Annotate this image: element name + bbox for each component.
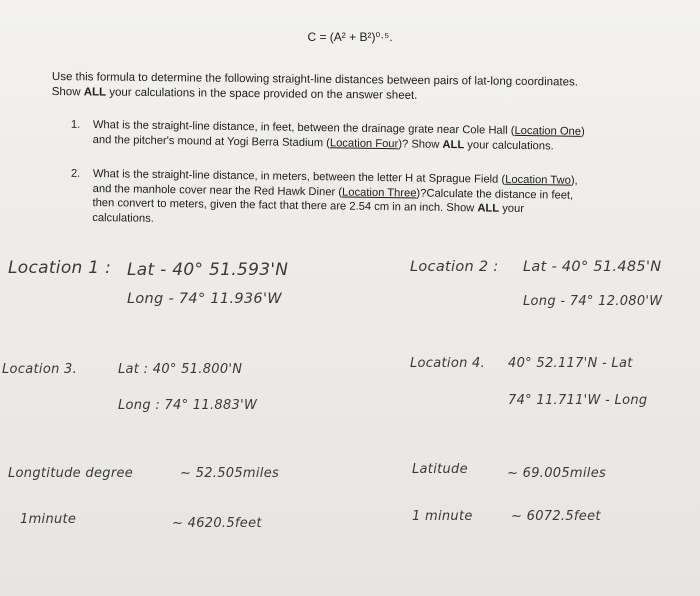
latitude-minute-value: ~ 6072.5feet [511, 509, 601, 524]
question-text: What is the straight-line distance, in feet, between the drainage grate near Cole Hall ( [92, 118, 515, 137]
latitude-minute-label: 1 minute [412, 509, 473, 524]
question-number: 2. [70, 167, 81, 180]
instructions-text: Show [51, 85, 84, 99]
location-3-label: Location 3. [2, 362, 78, 377]
question-text: ) [580, 125, 585, 138]
location-2-long: Long - 74° 12.080'W [523, 294, 663, 309]
location-2-lat: Lat - 40° 51.485'N [523, 259, 662, 275]
location-4-lat: 40° 52.117'N - Lat [508, 356, 633, 371]
location-three-ref: Location Three [341, 185, 417, 200]
question-text: then convert to meters, given the fact that there are 2.54 cm in an inch. Show [92, 196, 478, 215]
question-emphasis: ALL [477, 202, 500, 215]
location-3-lat: Lat : 40° 51.800'N [118, 362, 243, 377]
question-text: )?Calculate the distance in feet, [416, 187, 574, 202]
location-two-ref: Location Two [505, 173, 571, 187]
question-number: 1. [70, 118, 81, 131]
location-4-long: 74° 11.711'W - Long [508, 393, 648, 408]
latitude-degree-value: ~ 69.005miles [507, 466, 607, 481]
question-text: and the manhole cover near the Red Hawk Diner ( [92, 182, 343, 198]
latitude-degree-label: Latitude [412, 462, 468, 477]
question-text: your calculations. [464, 138, 554, 152]
instructions [52, 70, 652, 106]
longitude-minute-label: 1minute [20, 512, 77, 527]
longitude-degree-value: ~ 52.505miles [180, 466, 280, 481]
question-text: )? Show [398, 137, 443, 151]
instructions-text: your calculations in the space provided on the answer sheet. [106, 86, 418, 102]
location-1-long: Long - 74° 11.936'W [127, 291, 282, 307]
location-1-label: Location 1 : [8, 258, 112, 278]
location-3-long: Long : 74° 11.883'W [118, 398, 258, 413]
question-text: What is the straight-line distance, in meters, between the letter H at Sprague Field ( [92, 167, 506, 186]
question-2-line-4: calculations. [92, 211, 154, 225]
question-text: ), [570, 174, 578, 187]
question-text: your [499, 202, 525, 216]
location-1-lat: Lat - 40° 51.593'N [127, 260, 289, 280]
longitude-minute-value: ~ 4620.5feet [172, 516, 262, 531]
formula: C = (A² + B²)⁰·⁵. [307, 30, 393, 44]
location-4-label: Location 4. [410, 356, 486, 371]
question-2 [70, 167, 623, 232]
question-emphasis: ALL [442, 138, 465, 151]
location-one-ref: Location One [514, 124, 582, 138]
question-text: and the pitcher's mound at Yogi Berra Stadium ( [92, 133, 330, 149]
location-2-label: Location 2 : [410, 259, 499, 275]
location-four-ref: Location Four [329, 136, 399, 150]
instructions-line-1: Use this formula to determine the following straight-line distances between pairs of lat-long coordinates. [51, 70, 579, 89]
question-1 [70, 118, 653, 155]
longitude-degree-label: Longtitude degree [8, 466, 134, 481]
instructions-emphasis: ALL [83, 86, 107, 99]
